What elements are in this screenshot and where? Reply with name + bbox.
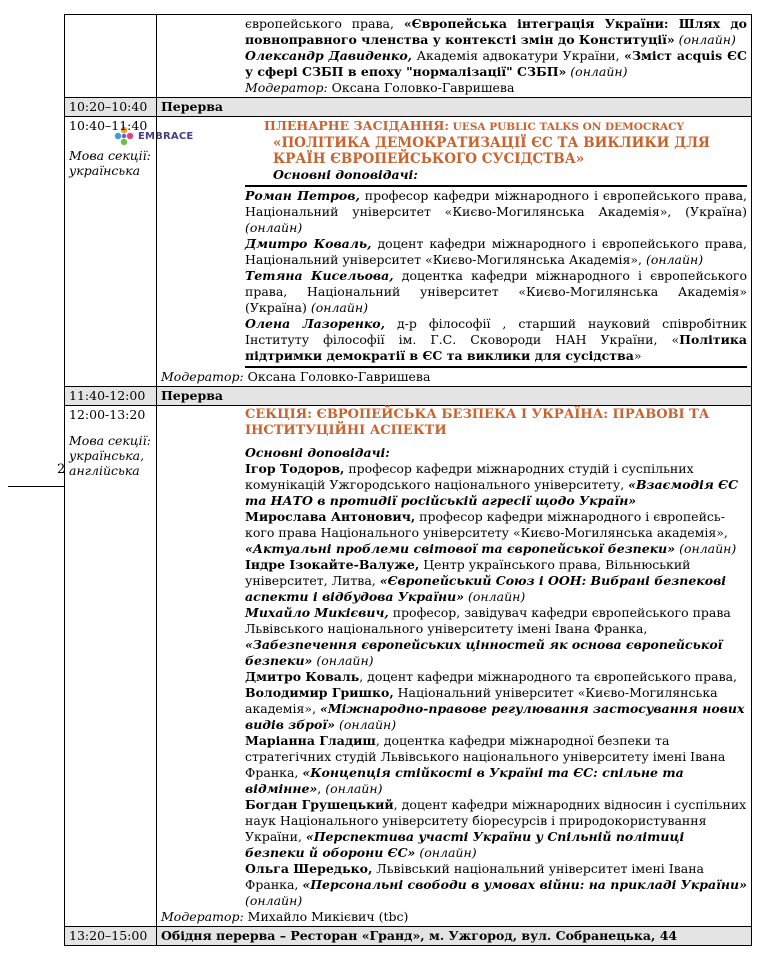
speaker-entry: Дмитро Коваль, доцент кафедри міжнародного та європейського права, [245,669,738,684]
speaker-entry: Ольга Шередько, Львівський національний університет імені Івана Франка, «Персональні свободи в умовах війни: на прикладі України» (онлайн) [245,861,747,908]
previous-session-content [157,15,752,98]
section-language: Мова секції: українська, англійська [69,433,151,478]
speaker-entry: Ігор Тодоров, професор кафедри міжнародних студій і суспільних комунікацій Ужгородського національного університету, «Взаємодія ЄС та НАТО в протидії російській агресії щодо Україн» [245,461,739,508]
speaker-entry: Олена Лазоренко, д-р філософії , старший науковий співробітник Інституту філософії ім. Г.С. Сковороди НАН України, «Політика підтримки демократії в ЄС та виклики для сусідства» [245,316,747,363]
moderator: Модератор: Оксана Головко-Гавришева [161,369,431,384]
speaker-entry: Маріанна Гладиш, доцентка кафедри міжнародної безпеки та стратегічних студій Львівського національного університету імені Івана Франка, «Концепція стійкості в Україні та ЄС: спільне та відмінне», (онлайн) [245,733,726,796]
embrace-logo-text: EMBRACE [138,130,194,142]
plenary-language: Мова секції: українська [69,148,151,178]
section-content [157,406,752,927]
margin-rule [8,486,65,487]
row-plenary [65,117,752,387]
divider [245,366,747,368]
speaker-entry: Роман Петров, професор кафедри міжнародного і європейського права, Національний університет «Києво-Могилянська Академія», (Україна) (онлайн) [245,188,748,235]
speaker-entry: Тетяна Кисельова, доцентка кафедри міжнародного і європейського права, Національний університет «Києво-Могилянська Академія» (Україна) (онлайн) [245,268,747,315]
speaker-entry: Дмитро Коваль, доцент кафедри міжнародного і європейського права, Національний університет «Києво-Могилянська Академія», (онлайн) [245,236,747,267]
speaker-entry: Індре Ізокайте-Валуже, Центр українського права, Вільнюський університет, Литва, «Європейський Союз і ООН: Вибрані безпекові аспекти і відбудова України» (онлайн) [245,557,727,604]
section-time-cell [65,406,157,927]
divider [245,185,747,187]
row-break-1 [65,98,752,117]
speaker-entry: Олександр Давиденко, Академія адвокатури України, «Зміст acquis ЄС у сфері СЗБП в епоху "нормалізації" СЗБП» (онлайн) [245,48,747,79]
plenary-time: 10:40–11:40 [69,118,148,133]
speaker-entry: Михайло Микієвич, професор, завідувач кафедри європейського права Львівського національного університету імені Івана Франка, «Забезпечення європейських цінностей як основа європейської безпеки» (онлайн) [245,605,731,668]
section-heading: СЕКЦІЯ: ЄВРОПЕЙСЬКА БЕЗПЕКА І УКРАЇНА: ПРАВОВІ ТА ІНСТИТУЦІЙНІ АСПЕКТИ [245,407,710,438]
lunch-label: Обідня перерва – Ресторан «Гранд», м. Ужгород, вул. Собранецька, 44 [157,927,752,946]
plenary-time-cell [65,117,157,387]
time-cell-empty [65,15,157,98]
programme-table [64,14,752,946]
plenary-content [157,117,752,387]
break2-time: 11:40-12:00 [65,387,157,406]
break2-label: Перерва [157,387,752,406]
speaker-entry: Богдан Грушецький, доцент кафедри міжнародних відносин і суспільних наук Національного університету біоресурсів і природокористування України, «Перспектива участі України у Спільній політиці безпеки й оборони ЄС» (онлайн) [245,797,747,860]
row-lunch [65,927,752,946]
plenary-title: «ПОЛІТИКА ДЕМОКРАТИЗАЦІЇ ЄС ТА ВИКЛИКИ ДЛЯ КРАЇН ЄВРОПЕЙСЬКОГО СУСІДСТВА» [273,135,710,167]
speaker-entry: європейського права, «Європейська інтеграція України: Шлях до повноправного членства у контексті змін до Конституції» (онлайн) [245,16,747,47]
page-number: 2 [57,462,66,477]
plenary-speakers-label: Основні доповідачі: [273,167,418,182]
plenary-heading: ПЛЕНАРНЕ ЗАСІДАННЯ: UESA PUBLIC TALKS ON DEMOCRACY [264,118,684,133]
speaker-entry: Володимир Гришко, Національний університет «Києво-Могилянська академія», «Міжнародно-правове регулювання застосування нових видів зброї» (онлайн) [245,685,745,732]
lunch-time: 13:20–15:00 [65,927,157,946]
break1-time: 10:20–10:40 [65,98,157,117]
row-section [65,406,752,927]
row-previous-session [65,15,752,98]
moderator: Модератор: Оксана Головко-Гавришева [245,80,515,95]
speaker-entry: Мирослава Антонович, професор кафедри міжнародного і європейсь-кого права Національного університету «Києво-Могилянська академія», «Актуальні проблеми світової та європейської безпеки» (онлайн) [245,509,737,556]
moderator: Модератор: Михайло Микієвич (tbc) [161,909,409,924]
row-break-2 [65,387,752,406]
break1-label: Перерва [157,98,752,117]
section-time: 12:00-13:20 [69,407,146,422]
section-speakers-label: Основні доповідачі: [245,445,390,460]
